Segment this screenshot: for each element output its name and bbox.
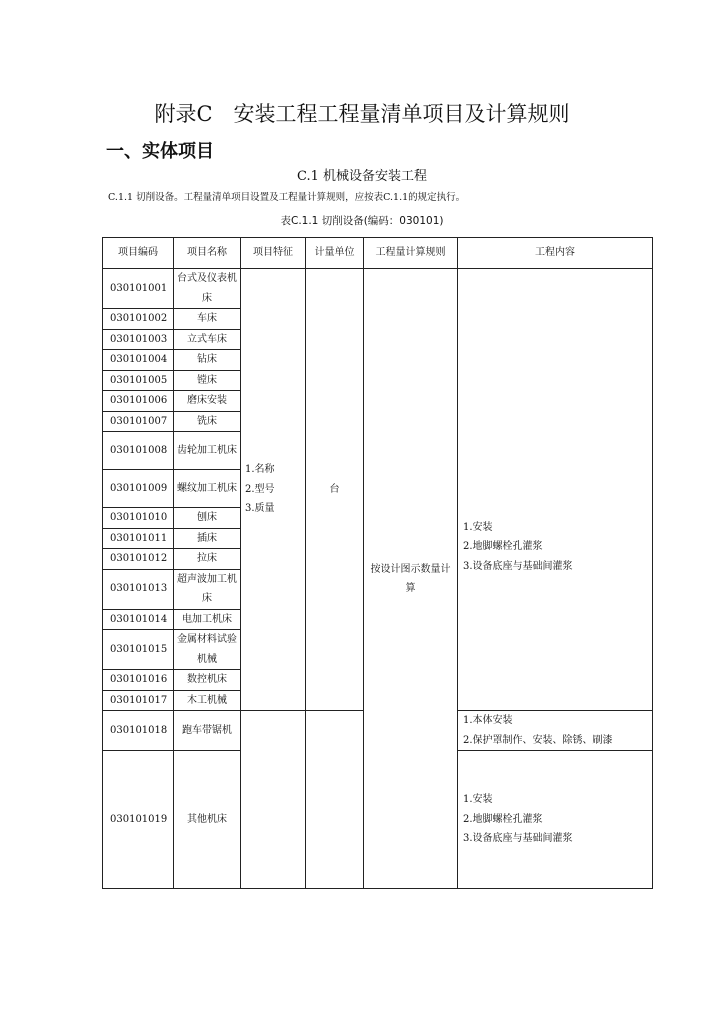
item-code: 030101010 — [103, 508, 174, 529]
work-content-cell-line: 2.保护罩制作、安装、除锈、刷漆 — [463, 734, 613, 746]
work-content-cell-line: 1.安装 — [463, 794, 493, 806]
item-code: 030101007 — [103, 411, 174, 432]
work-content-cell — [458, 269, 653, 711]
item-name: 其他机床 — [174, 751, 241, 889]
item-code: 030101014 — [103, 609, 174, 630]
header-cell: 计量单位 — [306, 238, 364, 269]
feature-empty-cell — [241, 711, 306, 889]
item-code: 030101001 — [103, 269, 174, 309]
header-cell: 项目特征 — [241, 238, 306, 269]
intro-text: C.1.1 切削设备。工程量清单项目设置及工程量计算规则，应按表C.1.1的规定执行。 — [108, 192, 466, 203]
item-name: 铣床 — [174, 411, 241, 432]
item-code: 030101002 — [103, 309, 174, 330]
header-cell: 项目编码 — [103, 238, 174, 269]
item-code: 030101012 — [103, 549, 174, 570]
work-content-cell-line: 1.本体安装 — [463, 715, 513, 726]
item-name: 刨床 — [174, 508, 241, 529]
item-code: 030101009 — [103, 470, 174, 508]
unit-empty-cell — [306, 711, 364, 889]
item-code: 030101013 — [103, 569, 174, 609]
item-name: 数控机床 — [174, 670, 241, 691]
item-code: 030101003 — [103, 329, 174, 350]
work-content-cell-line: 3.设备底座与基础间灌浆 — [463, 833, 573, 845]
work-content-cell-line: 2.地脚螺栓孔灌浆 — [463, 813, 543, 825]
item-name: 立式车床 — [174, 329, 241, 350]
item-code: 030101015 — [103, 630, 174, 670]
item-name: 车床 — [174, 309, 241, 330]
item-code: 030101004 — [103, 350, 174, 371]
item-code: 030101017 — [103, 690, 174, 711]
table-row — [103, 269, 653, 309]
rule-cell: 按设计图示数量计算 — [364, 269, 458, 889]
work-content-cell — [458, 751, 653, 889]
item-code: 030101016 — [103, 670, 174, 691]
item-name: 超声波加工机床 — [174, 569, 241, 609]
header-cell: 项目名称 — [174, 238, 241, 269]
work-content-cell-line: 2.地脚螺栓孔灌浆 — [463, 541, 543, 553]
item-name: 镗床 — [174, 370, 241, 391]
item-name: 跑车带锯机 — [174, 711, 241, 751]
item-name: 磨床安装 — [174, 391, 241, 412]
table-caption: 表C.1.1 切削设备(编码：030101) — [280, 215, 444, 227]
item-name: 电加工机床 — [174, 609, 241, 630]
item-name: 木工机械 — [174, 690, 241, 711]
item-name: 拉床 — [174, 549, 241, 570]
equipment-table — [102, 237, 653, 889]
work-content-cell — [458, 711, 653, 751]
item-name: 台式及仪表机床 — [174, 269, 241, 309]
item-name: 金属材料试验机械 — [174, 630, 241, 670]
item-code: 030101005 — [103, 370, 174, 391]
item-code: 030101006 — [103, 391, 174, 412]
item-code: 030101018 — [103, 711, 174, 751]
work-content-cell-line: 1.安装 — [463, 521, 493, 533]
feature-cell-line: 2.型号 — [245, 483, 275, 495]
feature-cell-line: 3.质量 — [245, 503, 275, 515]
unit-cell: 台 — [306, 269, 364, 711]
feature-cell — [241, 269, 306, 711]
item-name: 插床 — [174, 528, 241, 549]
item-name: 钻床 — [174, 350, 241, 371]
item-code: 030101011 — [103, 528, 174, 549]
page-title: 附录C 安装工程工程量清单项目及计算规则 — [154, 102, 570, 126]
table-body — [103, 238, 653, 889]
section-heading: 一、实体项目 — [106, 141, 214, 162]
feature-cell-line: 1.名称 — [245, 464, 275, 476]
item-code: 030101019 — [103, 751, 174, 889]
table-header-row — [103, 238, 653, 269]
work-content-cell-line: 3.设备底座与基础间灌浆 — [463, 560, 573, 572]
subsection-heading: C.1 机械设备安装工程 — [296, 169, 428, 184]
item-name: 螺纹加工机床 — [174, 470, 241, 508]
header-cell: 工程量计算规则 — [364, 238, 458, 269]
item-name: 齿轮加工机床 — [174, 432, 241, 470]
header-cell: 工程内容 — [458, 238, 653, 269]
item-code: 030101008 — [103, 432, 174, 470]
